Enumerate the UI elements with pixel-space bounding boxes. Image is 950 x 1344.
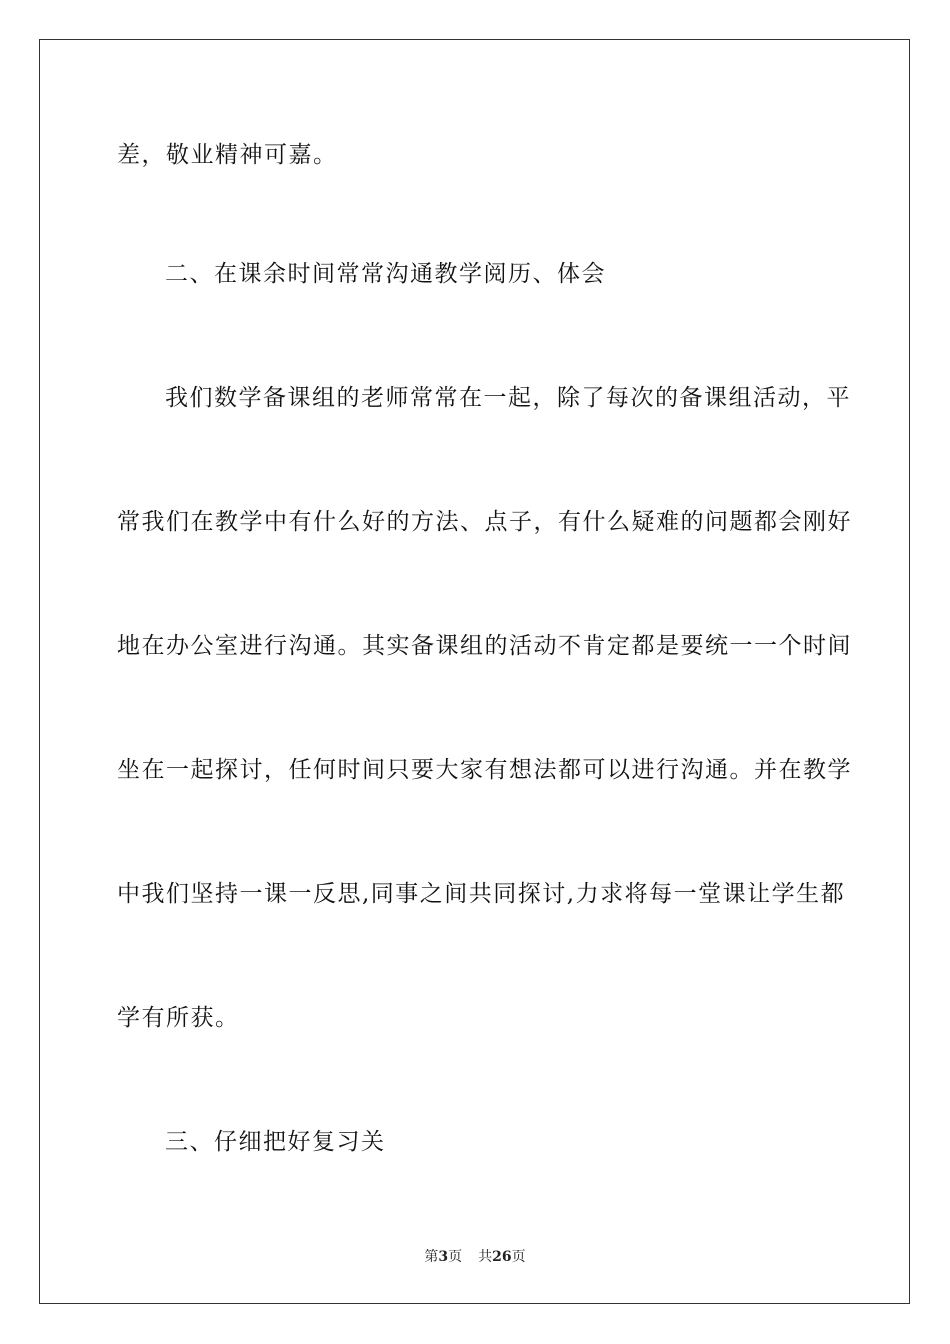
section-heading-2: 二、在课余时间常常沟通教学阅历、体会 <box>165 261 606 287</box>
paragraph-line-4: 常我们在教学中有什么好的方法、点子，有什么疑难的问题都会刚好 <box>117 509 852 535</box>
paragraph-line-3: 我们数学备课组的老师常常在一起，除了每次的备课组活动，平 <box>165 385 851 411</box>
total-suffix: 页 <box>511 1249 526 1265</box>
page-suffix: 页 <box>448 1249 463 1265</box>
page-footer <box>0 1248 950 1266</box>
section-heading-3: 三、仔细把好复习关 <box>165 1129 386 1155</box>
page-border <box>39 39 910 1304</box>
paragraph-line-5: 地在办公室进行沟通。其实备课组的活动不肯定都是要统一一个时间 <box>117 633 852 659</box>
page-number: 3 <box>438 1249 449 1265</box>
paragraph-line-7: 中我们坚持一课一反思,同事之间共同探讨,力求将每一堂课让学生都 <box>117 881 846 907</box>
total-prefix: 共 <box>478 1249 493 1265</box>
total-pages: 26 <box>492 1249 512 1265</box>
paragraph-line-6: 坐在一起探讨，任何时间只要大家有想法都可以进行沟通。并在教学 <box>117 757 852 783</box>
page-prefix: 第 <box>424 1249 439 1265</box>
paragraph-line-1: 差，敬业精神可嘉。 <box>117 142 338 168</box>
paragraph-line-8: 学有所获。 <box>117 1005 240 1031</box>
